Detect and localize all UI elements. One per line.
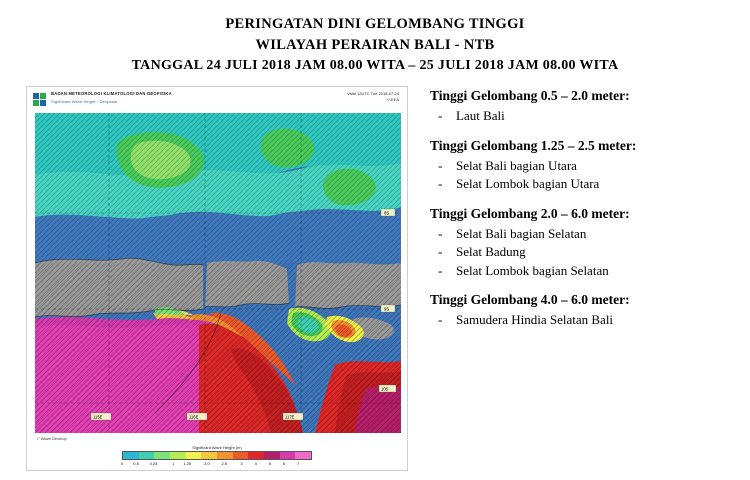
valid-time-line-2: +/-EEA [386, 97, 399, 103]
warning-group-title: Tinggi Gelombang 0.5 – 2.0 meter: [430, 88, 630, 104]
list-item [430, 311, 732, 329]
bmkg-logo-icon [33, 93, 47, 107]
map-header [27, 87, 407, 113]
warning-group-title: Tinggi Gelombang 2.0 – 6.0 meter: [430, 205, 630, 221]
scale-tick: 6 [282, 460, 286, 466]
scale-tick: 0 [120, 460, 124, 466]
scale-tick: 3 [240, 460, 243, 466]
valid-time-line-1: Valid 12UTC Tue 2018-07-24 [347, 91, 399, 97]
list-item-label: Laut Bali [456, 108, 505, 124]
scale-tick: 2.0 [204, 460, 210, 466]
list-item [430, 157, 732, 175]
list-item [430, 107, 732, 125]
scale-tick: 5 [268, 460, 271, 466]
agency-name: BADAN METEOROLOGI KLIMATOLOGI DAN GEOFISIKA [51, 91, 172, 97]
list-item [430, 225, 732, 243]
warning-group [430, 292, 732, 329]
bullet-dash: - [438, 312, 443, 328]
wave-develop-label: /° Wave Develop [37, 436, 67, 442]
scale-tick: 7 [296, 460, 300, 466]
list-item [430, 175, 732, 193]
map-footer [27, 433, 407, 469]
list-item [430, 262, 732, 280]
warning-group [430, 206, 732, 280]
color-scale-title: Significant Wave Height (m) [192, 445, 242, 451]
scale-tick: 2.5 [221, 460, 228, 466]
bullet-dash: - [438, 176, 443, 192]
scale-tick: 0.5 [133, 460, 139, 466]
list-item-label: Selat Bali bagian Utara [456, 157, 577, 173]
bullet-dash: - [438, 157, 443, 173]
page-title [0, 0, 750, 76]
scale-tick: 4 [254, 460, 257, 466]
list-item-label: Selat Lombok bagian Selatan [456, 262, 609, 278]
title-line-3: TANGGAL 24 JULI 2018 JAM 08.00 WITA – 25 JULI 2018 JAM 08.00 WITA [131, 58, 619, 74]
list-item-label: Selat Badung [456, 244, 526, 260]
warning-group [430, 138, 732, 194]
grid-label-115e: 115E [93, 414, 103, 420]
scale-tick: 0.25 [149, 460, 158, 466]
list-item-label: Samudera Hindia Selatan Bali [456, 312, 614, 328]
map-valid-time [347, 91, 399, 103]
grid-label-9s: 9S [384, 306, 390, 312]
list-item-label: Selat Bali bagian Selatan [456, 225, 587, 241]
wave-height-map-figure [26, 86, 408, 471]
warning-group [430, 88, 732, 125]
scale-tick: 1 [172, 460, 175, 466]
map-graphic [35, 113, 401, 433]
bullet-dash: - [438, 262, 443, 278]
color-scale-ticks [122, 461, 312, 466]
color-scale-bar [122, 451, 312, 460]
title-line-2: WILAYAH PERAIRAN BALI - NTB [255, 37, 495, 54]
scale-tick: 1.25 [183, 460, 192, 466]
map-parameter-label: Significant Wave Height - Denpasar [51, 99, 118, 105]
warning-group-title: Tinggi Gelombang 4.0 – 6.0 meter: [430, 292, 630, 308]
title-line-1: PERINGATAN DINI GELOMBANG TINGGI [225, 16, 525, 32]
warning-group-title: Tinggi Gelombang 1.25 – 2.5 meter: [430, 137, 637, 153]
grid-label-117e: 117E [285, 414, 295, 420]
color-scale-legend [122, 445, 312, 466]
list-item-label: Selat Lombok bagian Utara [456, 176, 600, 192]
bullet-dash: - [438, 108, 443, 124]
grid-label-116e: 116E [189, 414, 199, 420]
map-canvas [35, 113, 401, 433]
bullet-dash: - [438, 225, 443, 241]
grid-label-8s: 8S [384, 210, 390, 216]
warning-list [408, 86, 732, 341]
document-body [0, 76, 750, 471]
grid-label-10s: 10S [381, 386, 389, 392]
list-item [430, 243, 732, 261]
bullet-dash: - [438, 244, 443, 260]
